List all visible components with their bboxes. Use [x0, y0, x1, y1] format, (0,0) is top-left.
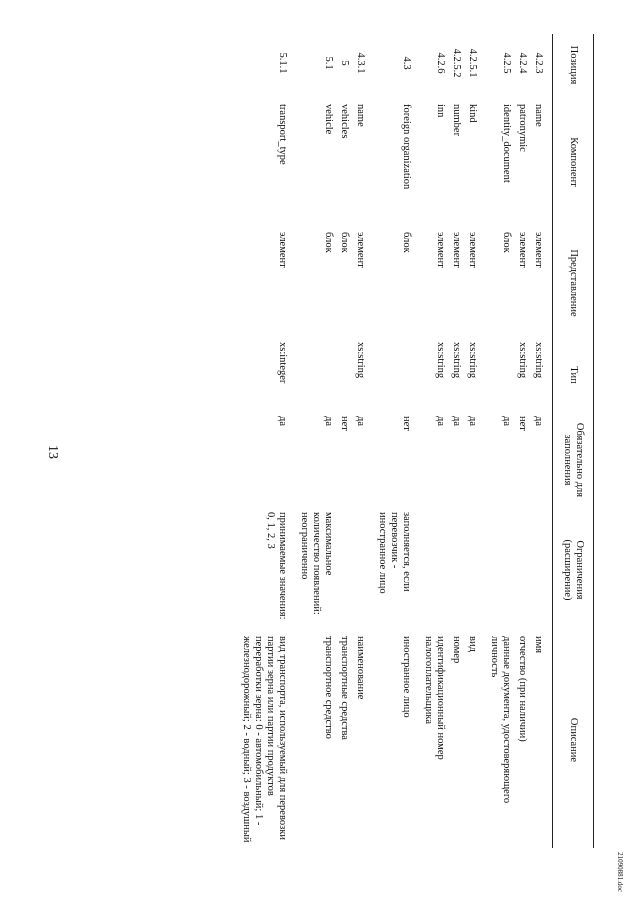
cell-required: да — [467, 416, 478, 427]
cell-type — [296, 338, 336, 412]
cell-required: нет — [517, 416, 528, 431]
components-table — [238, 34, 594, 848]
cell-type — [336, 338, 352, 412]
page-number: 13 — [45, 445, 60, 459]
cell-representation: элемент — [277, 232, 288, 268]
cell-description: номер — [451, 636, 462, 664]
cell-component: number — [451, 104, 462, 137]
cell-restrictions — [464, 508, 486, 632]
header-type: Тип — [553, 338, 594, 412]
table-row — [336, 34, 352, 848]
cell-restrictions: принимаемые значения: 0, 1, 2, 3 — [265, 512, 288, 620]
cell-component: kind — [467, 104, 478, 123]
cell-component: identity_document — [501, 104, 512, 183]
table-row — [464, 34, 486, 848]
cell-component: name — [355, 104, 366, 127]
cell-description: наименование — [355, 636, 366, 700]
table-row — [514, 34, 530, 848]
header-description: Описание — [553, 632, 594, 848]
table-row — [374, 34, 420, 848]
cell-type — [486, 338, 514, 412]
table-row — [420, 34, 448, 848]
cell-position: 4.2.5 — [501, 52, 512, 74]
cell-required: да — [451, 416, 462, 427]
cell-restrictions: максимальное количество появлений: неограниченно — [299, 512, 334, 615]
cell-required: нет — [401, 416, 412, 431]
cell-component: name — [533, 104, 544, 127]
cell-type: xs:string — [435, 342, 446, 379]
cell-description: транспортные средства — [339, 636, 350, 740]
header-component: Компонент — [553, 96, 594, 228]
cell-description: имя — [533, 636, 544, 654]
cell-description: данные документа, удостоверяющего личность — [489, 636, 512, 804]
cell-representation: блок — [339, 232, 350, 253]
cell-component: foreign organization — [401, 104, 412, 190]
header-position: Позиция — [553, 34, 594, 96]
cell-restrictions — [530, 508, 553, 632]
cell-position: 4.3 — [401, 56, 412, 70]
cell-restrictions — [514, 508, 530, 632]
cell-component: vehicle — [323, 104, 334, 135]
header-restrictions: Ограничения (расширение) — [553, 508, 594, 632]
cell-component: patronymic — [517, 104, 528, 152]
cell-representation: блок — [401, 232, 412, 253]
header-representation: Представление — [553, 228, 594, 338]
cell-required: да — [435, 416, 446, 427]
cell-required: да — [533, 416, 544, 427]
cell-type — [374, 338, 420, 412]
table-row — [448, 34, 464, 848]
cell-description: идентификационный номер налогоплательщика — [423, 636, 446, 760]
header-required: Обязательно для заполнения — [553, 412, 594, 508]
cell-restrictions — [336, 508, 352, 632]
cell-type: xs:integer — [277, 342, 288, 384]
cell-required: да — [355, 416, 366, 427]
table-header-row — [553, 34, 594, 848]
cell-restrictions — [352, 508, 374, 632]
table-row — [486, 34, 514, 848]
cell-description: иностранное лицо — [401, 636, 412, 718]
cell-required: нет — [339, 416, 350, 431]
cell-position: 4.2.4 — [517, 52, 528, 74]
cell-representation: элемент — [355, 232, 366, 268]
cell-representation: элемент — [451, 232, 462, 268]
table-row — [530, 34, 553, 848]
cell-required: да — [501, 416, 512, 427]
footer-filename: 21090881.doc — [616, 852, 624, 892]
cell-position: 5.1 — [323, 56, 334, 70]
cell-component: inn — [435, 104, 446, 118]
cell-required: да — [323, 416, 334, 427]
cell-type: xs:string — [451, 342, 462, 379]
cell-restrictions: заполняется, если перевозчик - иностранное лицо — [377, 512, 412, 594]
cell-position: 4.2.5.2 — [451, 48, 462, 78]
table-row — [352, 34, 374, 848]
cell-required: да — [277, 416, 288, 427]
cell-position: 4.2.6 — [435, 52, 446, 74]
cell-position: 4.2.3 — [533, 52, 544, 74]
cell-representation: блок — [323, 232, 334, 253]
cell-representation: элемент — [435, 232, 446, 268]
cell-position: 5 — [339, 60, 350, 66]
cell-description: вид — [467, 636, 478, 652]
table-container — [86, 34, 594, 848]
cell-restrictions — [448, 508, 464, 632]
cell-restrictions — [486, 508, 514, 632]
cell-description: вид транспорта, используемый для перевозки партии зерна или партии продуктов переработки зерна: 0 - автомобильный; 1 - железнодорожный; 2 - водный; 3 - воздушный — [241, 636, 288, 843]
cell-description: транспортное средство — [323, 636, 334, 739]
cell-component: transport_type — [277, 104, 288, 165]
cell-representation: элемент — [517, 232, 528, 268]
table-row — [238, 34, 296, 848]
cell-restrictions — [420, 508, 448, 632]
cell-type: xs:string — [517, 342, 528, 379]
cell-position: 5.1.1 — [277, 52, 288, 74]
cell-description: отчество (при наличии) — [517, 636, 528, 742]
table-row — [296, 34, 336, 848]
cell-representation: элемент — [533, 232, 544, 268]
cell-position: 4.2.5.1 — [467, 48, 478, 78]
cell-representation: блок — [501, 232, 512, 253]
cell-component: vehicles — [339, 104, 350, 139]
cell-type: xs:string — [467, 342, 478, 379]
cell-representation: элемент — [467, 232, 478, 268]
cell-type: xs:string — [355, 342, 366, 379]
cell-position: 4.3.1 — [355, 52, 366, 74]
cell-type: xs:string — [533, 342, 544, 379]
